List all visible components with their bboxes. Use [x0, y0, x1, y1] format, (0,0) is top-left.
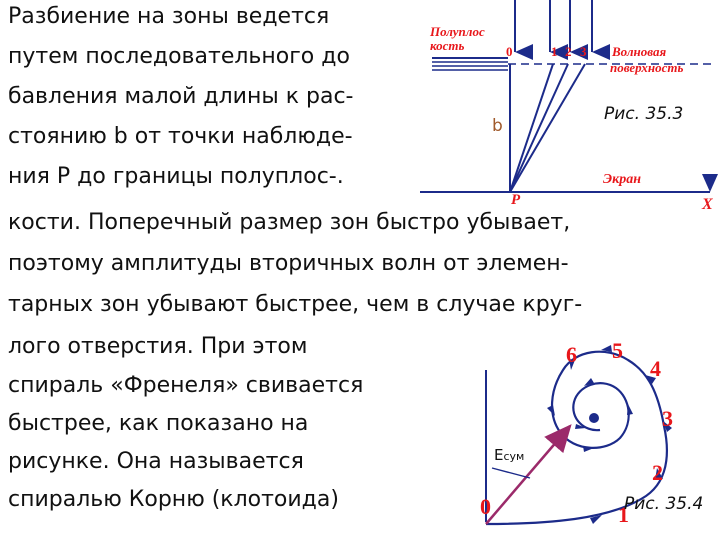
label-zone-1: 1	[551, 44, 558, 59]
label-half-plane: Полуплос	[430, 24, 485, 39]
text-line: Разбиение на зоны ведется	[8, 4, 330, 29]
label-6: 6	[566, 342, 577, 367]
label-screen: Экран	[603, 172, 641, 187]
text-line: путем последовательного до	[8, 44, 350, 69]
text-line: тарных зон убывают быстрее, чем в случае круг-	[8, 292, 583, 317]
text-line: рисунке. Она называется	[8, 449, 304, 474]
label-point-p: P	[511, 192, 521, 208]
esum-main: E	[494, 446, 504, 464]
label-3: 3	[662, 406, 673, 431]
esum-sub: сум	[503, 450, 525, 463]
label-5: 5	[612, 338, 623, 363]
text-line: кости. Поперечный размер зон быстро убывает,	[8, 210, 571, 235]
label-esum	[494, 446, 524, 464]
text-line: лого отверстия. При этом	[8, 334, 308, 359]
label-zero: 0	[506, 44, 513, 59]
text-line: спиралью Корню (клотоида)	[8, 487, 339, 512]
label-2: 2	[652, 460, 663, 485]
label-wave-surface: Волновая	[612, 44, 667, 59]
text-line: быстрее, как показано на	[8, 411, 309, 436]
label-0: 0	[480, 494, 491, 519]
text-line: стоянию b от точки наблюде-	[8, 124, 353, 149]
label-zone-2: 2	[565, 44, 572, 59]
text-line: спираль «Френеля» свивается	[8, 373, 364, 398]
esum-pointer	[492, 468, 530, 478]
figure-caption: Рис. 35.3	[604, 104, 684, 124]
label-wave-surface: поверхность	[610, 60, 684, 75]
label-1: 1	[618, 502, 629, 527]
label-zone-3: 3	[580, 44, 587, 59]
label-b: b	[492, 116, 503, 136]
spiral-center	[589, 413, 599, 423]
text-line: ния P до границы полуплос-.	[8, 164, 344, 189]
resultant-vector	[486, 426, 570, 524]
label-axis-x: X	[702, 196, 713, 213]
label-4: 4	[650, 356, 661, 381]
text-line: бавления малой длины к рас-	[8, 84, 354, 109]
text-line: поэтому амплитуды вторичных волн от элемен-	[8, 251, 569, 276]
label-half-plane: кость	[430, 38, 465, 53]
figure-caption: Рис. 35.4	[624, 494, 704, 514]
